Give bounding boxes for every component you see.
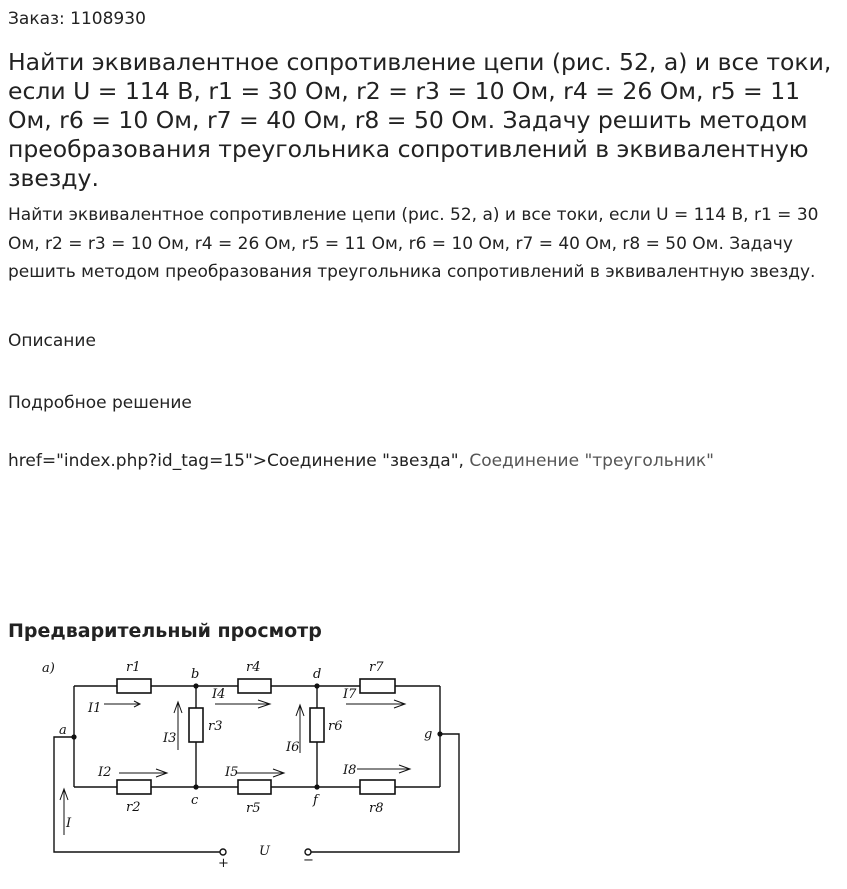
node-c-dot bbox=[193, 784, 198, 789]
resistor-r1 bbox=[117, 679, 151, 693]
description-label: Описание bbox=[8, 331, 96, 351]
r8-label: r8 bbox=[369, 801, 384, 816]
r6-label: r6 bbox=[328, 719, 343, 734]
r4-label: r4 bbox=[246, 660, 261, 675]
preview-heading: Предварительный просмотр bbox=[8, 620, 322, 642]
current-I2-label: I2 bbox=[98, 765, 112, 780]
node-f-label: f bbox=[313, 793, 318, 808]
plus-sign: + bbox=[218, 856, 229, 871]
minus-sign: − bbox=[303, 853, 314, 868]
node-b-dot bbox=[193, 683, 198, 688]
circuit-diagram bbox=[30, 655, 470, 880]
order-number: Заказ: 1108930 bbox=[8, 9, 146, 29]
current-I7-label: I7 bbox=[343, 687, 357, 702]
r2-label: r2 bbox=[126, 800, 141, 815]
current-I4-label: I4 bbox=[212, 687, 226, 702]
current-I8-label: I8 bbox=[343, 763, 357, 778]
node-g-label: g bbox=[424, 727, 433, 742]
resistor-r4 bbox=[238, 679, 271, 693]
node-d-dot bbox=[314, 683, 319, 688]
resistor-r2 bbox=[117, 780, 151, 794]
current-I1-label: I1 bbox=[88, 701, 102, 716]
node-a-label: a bbox=[59, 723, 67, 738]
node-f-dot bbox=[314, 784, 319, 789]
node-c-label: c bbox=[191, 793, 199, 808]
node-a-dot bbox=[71, 734, 76, 739]
resistor-r3 bbox=[189, 708, 203, 742]
node-b-label: b bbox=[191, 667, 200, 682]
resistor-r8 bbox=[360, 780, 395, 794]
r5-label: r5 bbox=[246, 801, 261, 816]
r7-label: r7 bbox=[369, 660, 384, 675]
current-I5-label: I5 bbox=[225, 765, 239, 780]
node-g-dot bbox=[437, 731, 442, 736]
problem-description: Найти эквивалентное сопротивление цепи (рис. 52, а) и все токи, если U = 114 В, r1 = 30 Ом, r2 = r3 = 10 Ом, r4 = 26 Ом, r5 = 11 Ом, r6 = 10 Ом, r7 = 40 Ом, r8 = 50 Ом. Задачу решить методом преобразования треугольника сопротивлений в эквивалентную звезду. bbox=[8, 205, 819, 282]
page-title: Найти эквивалентное сопротивление цепи (рис. 52, а) и все токи, если U = 114 В, r1 = 30 Ом, r2 = r3 = 10 Ом, r4 = 26 Ом, r5 = 11 Ом, r6 = 10 Ом, r7 = 40 Ом, r8 = 50 Ом. Задачу решить методом преобразования треугольника сопротивлений в эквивалентную звезду. bbox=[8, 48, 832, 192]
terminal-plus bbox=[220, 849, 226, 855]
voltage-label: U bbox=[259, 844, 270, 859]
r3-label: r3 bbox=[208, 719, 223, 734]
resistor-r7 bbox=[360, 679, 395, 693]
junction-nodes bbox=[71, 683, 442, 789]
solution-label: Подробное решение bbox=[8, 393, 192, 413]
node-d-label: d bbox=[313, 667, 322, 682]
fig-label: a) bbox=[42, 661, 55, 676]
tag-prefix-text: href="index.php?id_tag=15">Соединение "звезда", bbox=[8, 451, 470, 471]
r1-label: r1 bbox=[126, 660, 141, 675]
current-I6-label: I6 bbox=[286, 740, 300, 755]
tag-list bbox=[8, 451, 714, 471]
resistor-r6 bbox=[310, 708, 324, 742]
resistor-r5 bbox=[238, 780, 271, 794]
tag-link-triangle[interactable]: Соединение "треугольник" bbox=[469, 451, 714, 471]
current-I-label: I bbox=[66, 816, 72, 831]
current-I3-label: I3 bbox=[163, 731, 177, 746]
